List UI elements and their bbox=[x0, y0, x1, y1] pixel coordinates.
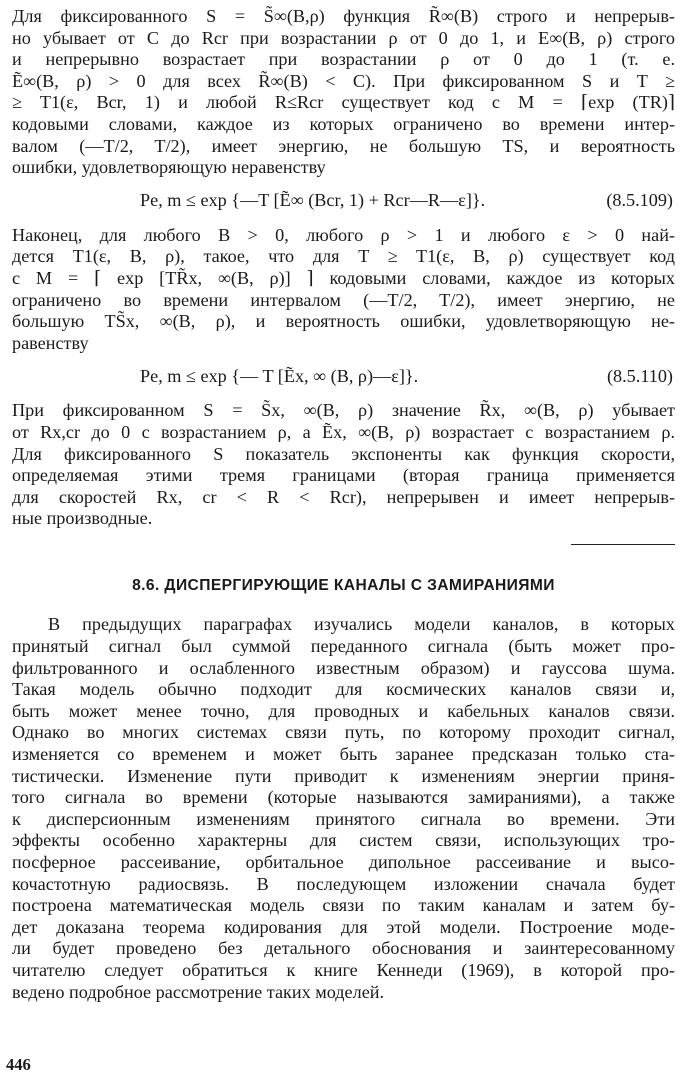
text-line: и непрерывно возрастает при возрастании ρ от 0 до 1 (т. е. bbox=[12, 49, 675, 70]
text-line: для скоростей Rx, cr < R < Rcr), непрерывен и имеет непрерыв- bbox=[12, 486, 675, 507]
text-line: Однако во многих системах связи путь, по которому проходит сигнал, bbox=[12, 722, 675, 743]
text-line: того сигнала во времени (которые называются замираниями), а также bbox=[12, 787, 675, 808]
text-line: ные производные. bbox=[12, 508, 153, 529]
text-line: Для фиксированного S показатель экспоненты как функция скорости, bbox=[12, 443, 675, 464]
text-line: Для фиксированного S = S̃∞(B,ρ) функция R̃∞(B) строго и непрерыв- bbox=[12, 6, 675, 26]
text-line: посферное рассеивание, орбитальное дипольное рассеивание и высо- bbox=[12, 852, 675, 872]
text-line: ведено подробное рассмотрение таких моделей. bbox=[12, 981, 385, 1002]
text-line: от Rx,cr до 0 с возрастанием ρ, а Ẽx, ∞(B, ρ) возрастает с возрастанием ρ. bbox=[12, 421, 675, 442]
text-line: к дисперсионным изменениям принятого сигнала во времени. Эти bbox=[12, 808, 675, 829]
text-line: читателю следует обратиться к книге Кеннеди (1969), в которой про- bbox=[12, 959, 675, 980]
paragraph-fading-channels bbox=[12, 614, 675, 1003]
text-line: ли будет проведено без детального обоснования и заинтересованному bbox=[12, 938, 675, 959]
text-line: фильтрованного и ослабленного известным образом) и гауссова шума. bbox=[12, 657, 675, 678]
text-line: дется T1(ε, B, ρ), такое, что для T ≥ T1(ε, B, ρ) существует код bbox=[12, 246, 675, 267]
text-line: В предыдущих параграфах изучались модели каналов, в которых bbox=[48, 614, 675, 635]
page-number: 446 bbox=[6, 1055, 31, 1074]
text-line: кочастотную радиосвязь. В последующем изложении сначала будет bbox=[12, 873, 675, 894]
equation-number: (8.5.110) bbox=[606, 365, 673, 386]
text-line: тистически. Изменение пути приводит к изменениям энергии приня- bbox=[12, 765, 675, 786]
text-line: но убывает от C до Rcr при возрастании ρ от 0 до 1, и E∞(B, ρ) строго bbox=[12, 27, 675, 48]
text-line: большую TS̃x, ∞(B, ρ), и вероятность ошибки, удовлетворяющую не- bbox=[12, 311, 675, 332]
text-line: кодовыми словами, каждое из которых ограничено во времени интер- bbox=[12, 113, 675, 134]
equation-formula: Pe, m ≤ exp {— T [Ẽx, ∞ (B, ρ)—ε]}. bbox=[140, 365, 419, 386]
section-heading: 8.6. ДИСПЕРГИРУЮЩИЕ КАНАЛЫ С ЗАМИРАНИЯМИ bbox=[132, 576, 555, 594]
text-line: изменяется со временем и может быть заранее предсказан только ста- bbox=[12, 744, 675, 765]
text-line: равенству bbox=[12, 332, 89, 353]
text-line: принятый сигнал был суммой переданного сигнала (быть может про- bbox=[12, 636, 675, 657]
equation-number: (8.5.109) bbox=[606, 189, 673, 210]
text-line: построена математическая модель связи по таким каналам и затем бу- bbox=[12, 895, 675, 916]
text-line: ошибки, удовлетворяющую неравенству bbox=[12, 157, 326, 178]
equation-formula: Pe, m ≤ exp {—T [Ẽ∞ (Bcr, 1) + Rcr—R—ε]}. bbox=[140, 189, 486, 210]
paragraph-capacity-bounds bbox=[12, 6, 675, 179]
paragraph-finally bbox=[12, 225, 675, 355]
equation-8-5-109 bbox=[12, 179, 675, 223]
text-line: определяемая этими тремя границами (вторая граница применяется bbox=[12, 465, 675, 486]
section-divider bbox=[571, 544, 675, 545]
text-line: Такая модель обычно подходит для космических каналов связи и, bbox=[12, 679, 675, 700]
text-line: ограничено во времени интервалом (—T/2, T/2), имеет энергию, не bbox=[12, 289, 675, 310]
text-line: Наконец, для любого B > 0, любого ρ > 1 и любого ε > 0 най- bbox=[12, 224, 675, 245]
text-line: валом (—T/2, T/2), имеет энергию, не большую TS, и вероятность bbox=[12, 135, 675, 156]
equation-8-5-110 bbox=[12, 354, 675, 398]
text-line: При фиксированном S = S̃x, ∞(B, ρ) значение R̃x, ∞(B, ρ) убывает bbox=[12, 400, 675, 421]
text-line: Ẽ∞(B, ρ) > 0 для всех R̃∞(B) < C). При фиксированном S и T ≥ bbox=[12, 70, 675, 91]
text-line: дет доказана теорема кодирования для этой модели. Построение моде- bbox=[12, 916, 675, 937]
text-line: быть может менее точно, для проводных и кабельных каналов связи. bbox=[12, 700, 675, 721]
text-line: с M = ⌈ exp [TR̃x, ∞(B, ρ)] ⌉ кодовыми словами, каждое из которых bbox=[12, 267, 675, 288]
text-line: ≥ T1(ε, Bcr, 1) и любой R≤Rcr существует код с M = ⌈exp (TR)⌉ bbox=[12, 92, 675, 113]
text-line: эффекты особенно характерны для систем связи, использующих тро- bbox=[12, 830, 675, 851]
paragraph-fixed-s bbox=[12, 400, 675, 530]
